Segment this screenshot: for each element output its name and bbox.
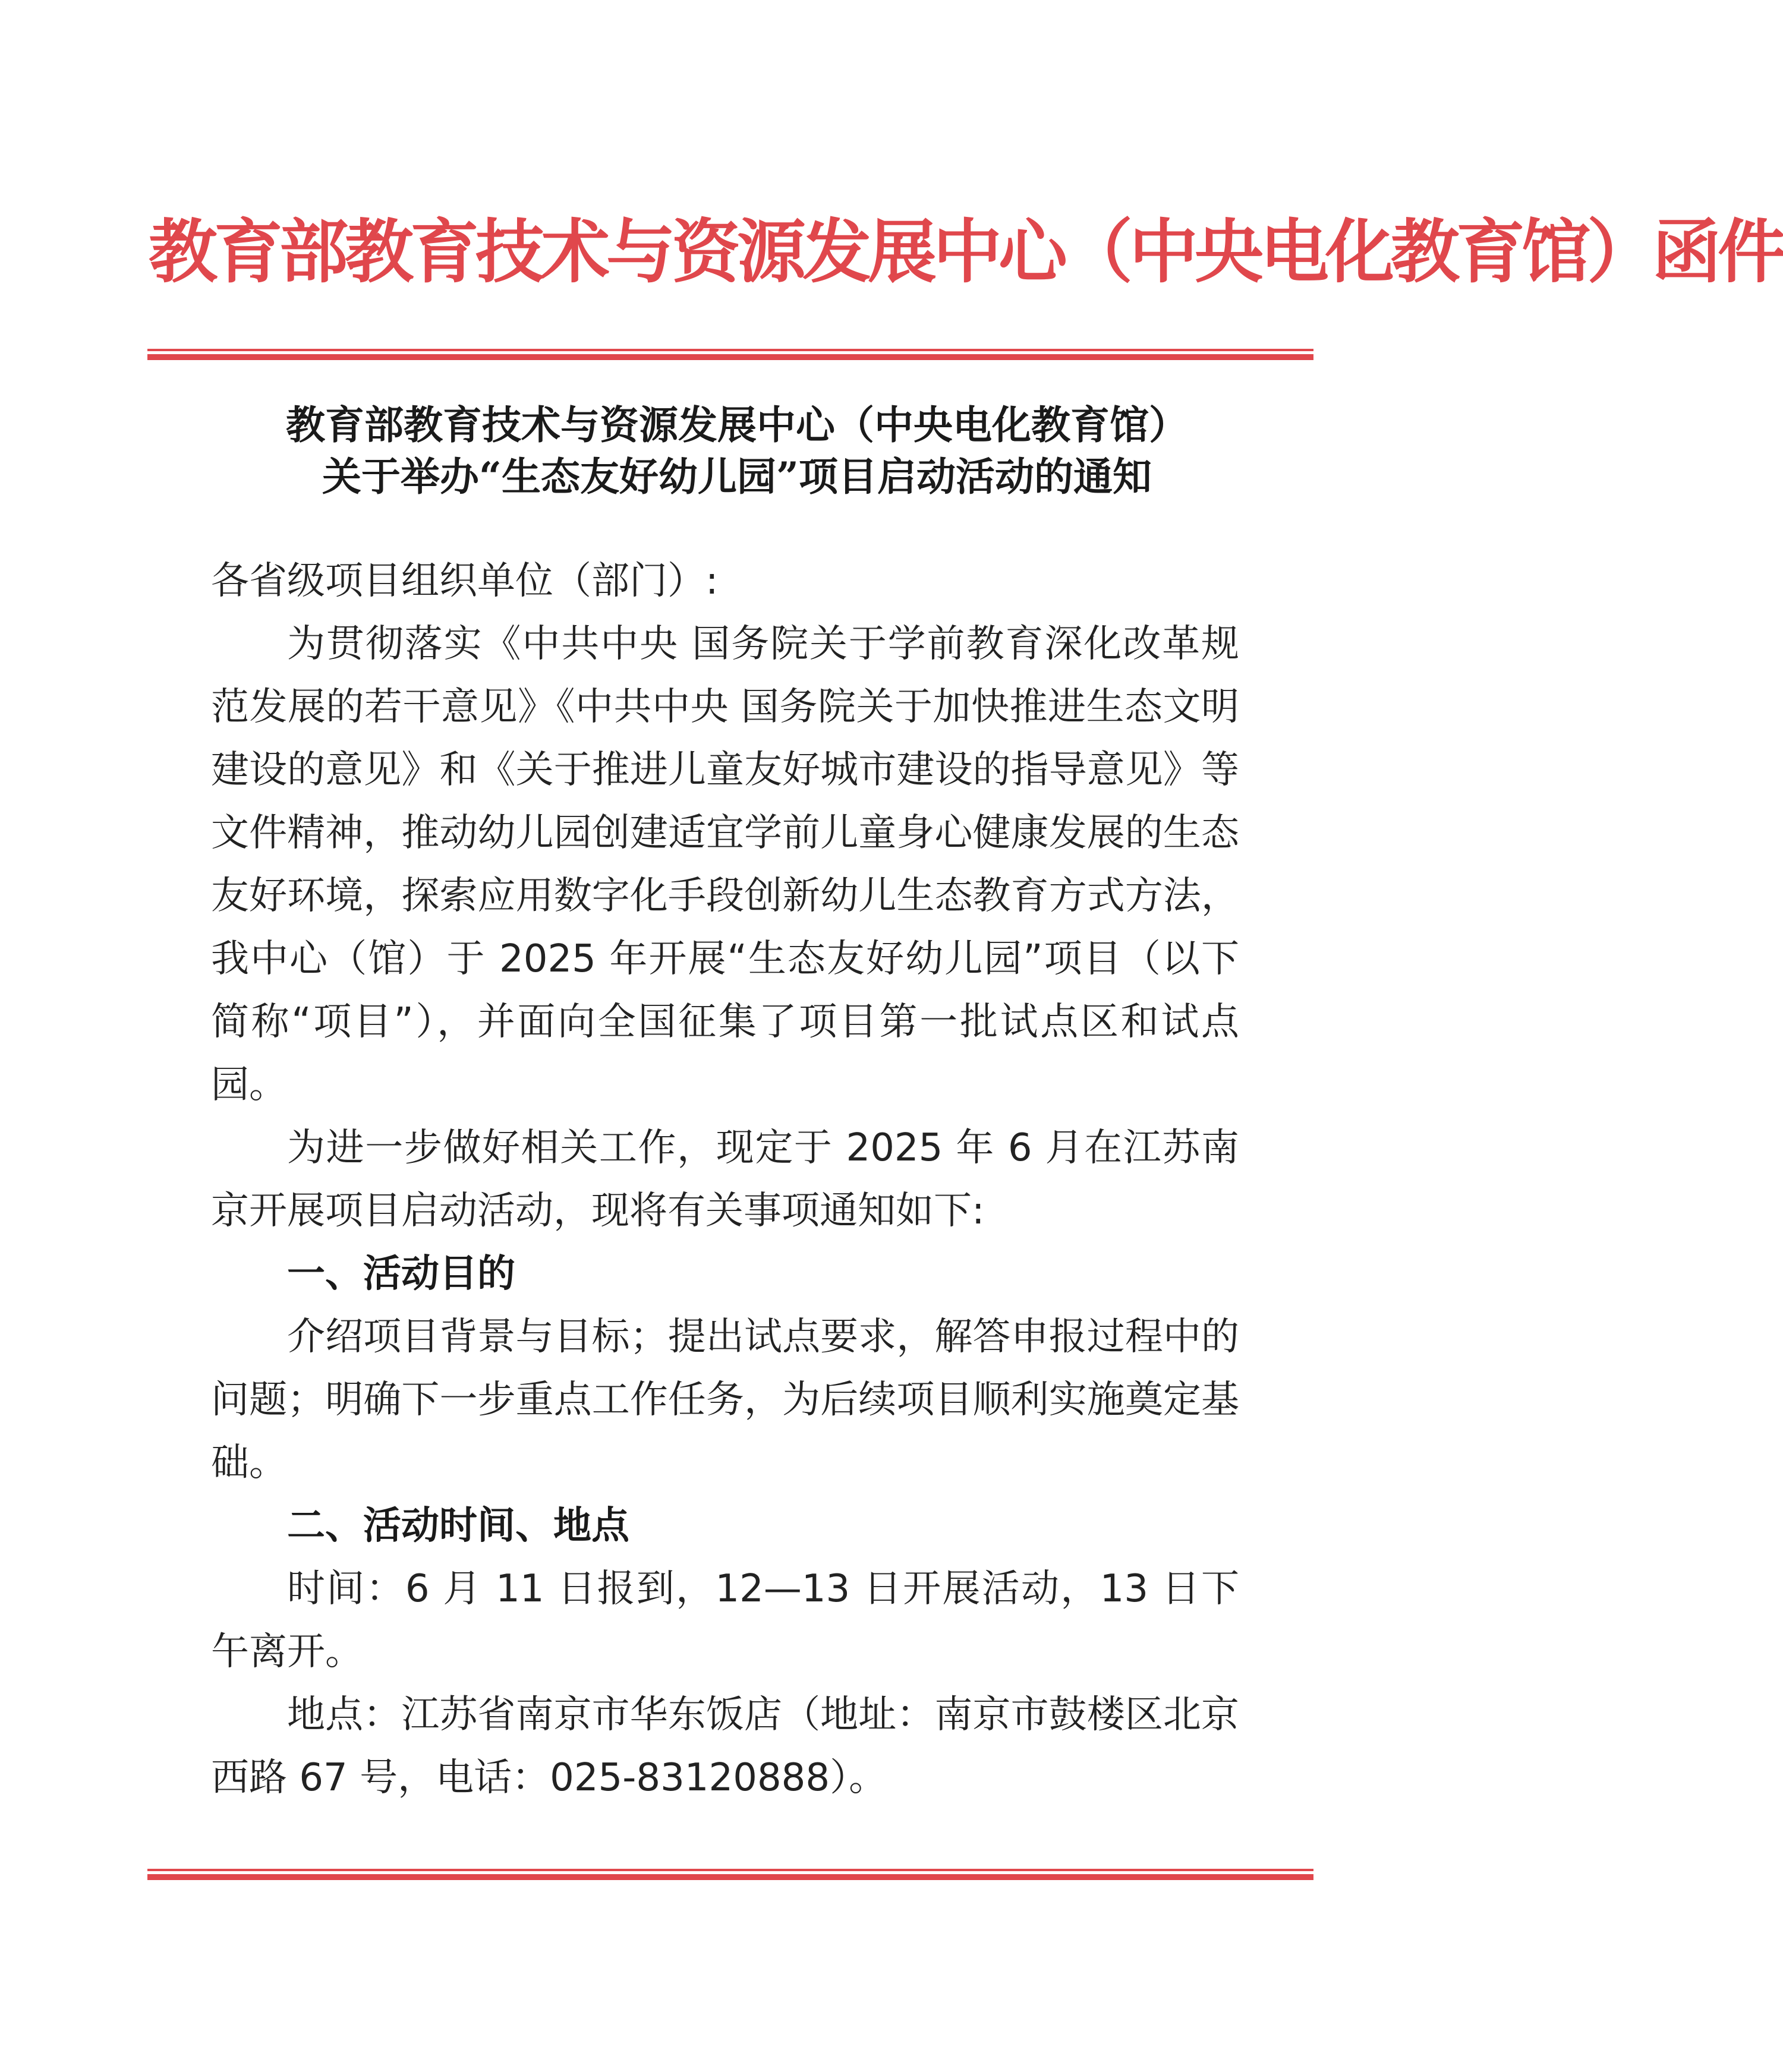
section-heading-time-place: 二、活动时间、地点: [287, 1504, 629, 1548]
document-body: [211, 550, 1239, 1809]
section-text-place: 地点：江苏省南京市华东饭店（地址：南京市鼓楼区北京西路 67 号，电话：025-83120888）。: [211, 1693, 1239, 1800]
document-title-line-1: 教育部教育技术与资源发展中心（中央电化教育馆）: [286, 402, 1188, 448]
rule-thick-line: [147, 354, 1313, 360]
document-title-line-2: 关于举办“生态友好幼儿园”项目启动活动的通知: [322, 453, 1152, 500]
letterhead-title: 教育部教育技术与资源发展中心（中央电化教育馆）函件: [149, 212, 1783, 292]
rule-thin-line: [147, 349, 1313, 351]
section-text-time: 时间：6 月 11 日报到，12—13 日开展活动，13 日下午离开。: [211, 1567, 1239, 1674]
rule-thick-line: [147, 1874, 1313, 1880]
section-heading-purpose: 一、活动目的: [287, 1252, 515, 1296]
salutation: 各省级项目组织单位（部门）:: [211, 559, 719, 603]
letterhead-top-rule: [147, 349, 1313, 361]
paragraph-background: 为贯彻落实《中共中央 国务院关于学前教育深化改革规范发展的若干意见》《中共中央 国务院关于加快推进生态文明建设的意见》和《关于推进儿童友好城市建设的指导意见》等文件精神，推动幼儿园创建适宜学前儿童身心健康发展的生态友好环境，探索应用数字化手段创新幼儿生态教育方式方法，我中心（馆）于 2025 年开展“生态友好幼儿园”项目（以下简称“项目”），并面向全国征集了项目第一批试点区和试点园。: [211, 622, 1239, 1107]
rule-thin-line: [147, 1869, 1313, 1871]
paragraph-notice-intro: 为进一步做好相关工作，现定于 2025 年 6 月在江苏南京开展项目启动活动，现将有关事项通知如下:: [211, 1126, 1239, 1233]
page-bottom-rule: [147, 1869, 1313, 1881]
section-text-purpose: 介绍项目背景与目标；提出试点要求，解答申报过程中的问题；明确下一步重点工作任务，为后续项目顺利实施奠定基础。: [211, 1315, 1239, 1485]
